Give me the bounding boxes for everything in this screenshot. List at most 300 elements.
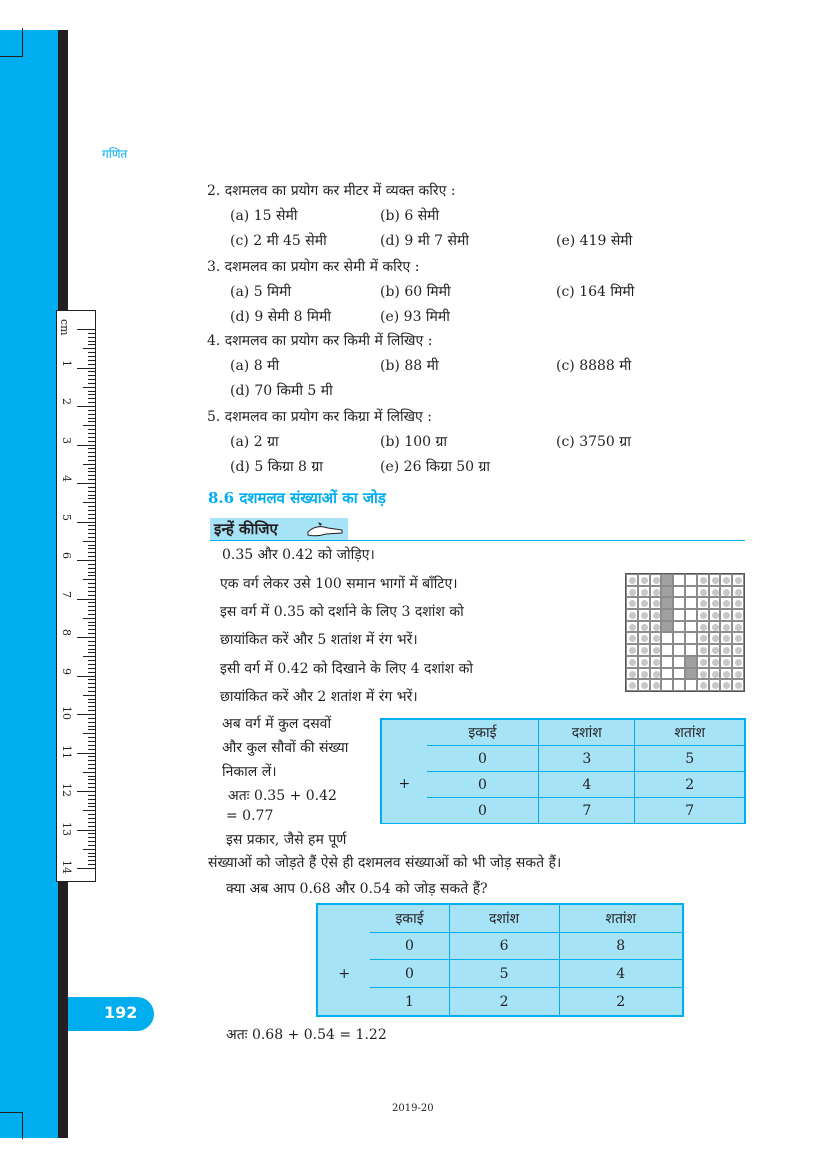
grid-cell [626,586,638,598]
grid-cell [673,656,685,668]
header-blank [382,720,427,746]
table-cell: 3 [539,746,635,772]
grid-cell [673,668,685,680]
ruler-tick [77,329,95,330]
grid-cell [626,644,638,656]
ruler-tick [88,764,95,765]
ruler-tick [88,633,95,634]
grid-cell [709,574,721,586]
running-head: गणित [102,147,128,161]
grid-cell [697,644,709,656]
ruler-tick [88,776,95,777]
ruler-tick [88,433,95,434]
ruler-tick [83,502,95,503]
grid-cell [709,586,721,598]
ruler-tick [88,572,95,573]
ruler-number: 7 [60,590,73,598]
ruler-tick [88,487,95,488]
table-cell: 2 [635,772,744,798]
ruler-tick [83,733,95,734]
place-value-table-2 [316,903,684,1017]
activity-line: इस वर्ग में 0.35 को दर्शाने के लिए 3 दशांश को [220,604,464,620]
table-cell: 4 [559,960,682,988]
grid-cell [638,656,650,668]
grid-cell [709,632,721,644]
ruler-number: 14 [60,860,73,874]
ruler-tick [88,845,95,846]
grid-cell [720,621,732,633]
grid-cell [638,586,650,598]
ruler-number: 1 [60,359,73,367]
grid-cell [650,668,662,680]
grid-cell [697,679,709,691]
ruler-tick [77,406,95,407]
ruler-tick [88,664,95,665]
ruler-tick [88,691,95,692]
ruler-tick [77,522,95,523]
ruler-tick [88,414,95,415]
ruler-tick [77,368,95,369]
ruler-tick [88,360,95,361]
ruler-number: 5 [60,513,73,521]
side-line: = 0.77 [226,808,274,824]
ruler-tick [83,541,95,542]
ruler-tick [88,398,95,399]
ruler-tick [83,772,95,773]
ruler-tick [88,606,95,607]
ruler-tick [88,660,95,661]
ruler-number: 9 [60,667,73,675]
ruler-tick [77,676,95,677]
grid-cell [638,609,650,621]
grid-cell [626,574,638,586]
grid-cell [732,632,744,644]
grid-cell [685,586,697,598]
exercise-option: (d) 9 सेमी 8 मिमी [230,309,331,325]
grid-cell [661,632,673,644]
grid-cell [709,621,721,633]
grid-cell [697,574,709,586]
ruler-tick [83,464,95,465]
ruler-tick [83,579,95,580]
ruler-tick [88,529,95,530]
grid-cell [638,574,650,586]
ruler-tick [88,514,95,515]
table-cell: 1 [370,988,449,1015]
grid-cell [709,609,721,621]
grid-cell [685,668,697,680]
ruler-tick [88,729,95,730]
grid-cell [720,644,732,656]
ruler-tick [88,718,95,719]
grid-cell [720,586,732,598]
place-value-table-1 [380,718,746,824]
table-cell: 0 [427,772,539,798]
column-header: इकाई [370,905,449,932]
ruler-tick [88,833,95,834]
grid-cell [685,574,697,586]
ruler-tick [83,695,95,696]
crop-mark-bottom [0,1112,23,1139]
ruler-tick [88,441,95,442]
table-cell: 5 [635,746,744,772]
grid-cell [720,679,732,691]
ruler-number: 10 [60,706,73,720]
ruler-tick [88,787,95,788]
grid-cell [638,644,650,656]
hundred-square-model [625,573,745,692]
footer-year: 2019-20 [392,1103,434,1114]
section-title: 8.6 दशमलव संख्याओं का जोड़ [208,489,386,507]
ruler-tick [88,641,95,642]
column-header: दशांश [449,905,559,932]
do-this-label: इन्हें कीजिए [214,520,278,538]
grid-cell [732,656,744,668]
ruler-tick [88,629,95,630]
grid-cell [732,621,744,633]
grid-cell [697,609,709,621]
grid-cell [709,644,721,656]
ruler-tick [88,822,95,823]
ruler-tick [88,495,95,496]
grid-cell [709,668,721,680]
grid-cell [650,586,662,598]
continue-line: संख्याओं को जोड़ते हैं ऐसे ही दशमलव संख्याओं को भी जोड़ सकते हैं। [208,855,562,871]
crop-mark-top [0,28,23,57]
exercise-question: 2. दशमलव का प्रयोग कर मीटर में व्यक्त करिए : [207,183,456,199]
ruler-tick [88,556,95,557]
ruler-tick [88,391,95,392]
ruler-tick [88,552,95,553]
table-cell: 8 [559,932,682,960]
ruler-tick [88,341,95,342]
ruler-tick [88,841,95,842]
grid-cell [638,597,650,609]
grid-cell [650,632,662,644]
grid-cell [697,621,709,633]
grid-cell [732,574,744,586]
ruler-tick [88,491,95,492]
column-header: दशांश [539,720,635,746]
column-header: इकाई [427,720,539,746]
ruler-tick [88,645,95,646]
grid-cell [626,632,638,644]
grid-cell [661,586,673,598]
ruler-tick [83,810,95,811]
grid-cell [732,597,744,609]
grid-cell [685,632,697,644]
ruler-tick [83,425,95,426]
grid-cell [626,597,638,609]
grid-cell [626,609,638,621]
ruler-tick [88,537,95,538]
exercise-option: (c) 3750 ग्रा [556,434,631,450]
ruler-number: 8 [60,629,73,636]
do-this-banner [210,518,348,540]
ruler-tick [88,429,95,430]
ruler-tick [88,352,95,353]
ruler [56,310,96,882]
grid-cell [709,656,721,668]
ruler-tick [88,471,95,472]
ruler-tick [88,702,95,703]
ruler-tick [83,348,95,349]
grid-cell [720,597,732,609]
ruler-tick [88,533,95,534]
ruler-tick [88,337,95,338]
ruler-unit: cm [58,319,71,336]
grid-cell [685,679,697,691]
ruler-tick [88,344,95,345]
pointing-hand-icon [306,520,346,538]
ruler-tick [88,479,95,480]
ruler-tick [88,564,95,565]
exercise-option: (d) 70 किमी 5 मी [230,383,333,399]
ruler-tick [88,672,95,673]
grid-cell [673,597,685,609]
grid-cell [626,656,638,668]
grid-cell [697,586,709,598]
table-cell: 5 [449,960,559,988]
grid-cell [685,597,697,609]
grid-cell [650,644,662,656]
ruler-tick [88,679,95,680]
grid-cell [650,679,662,691]
ruler-tick [88,364,95,365]
place-value-grid [318,905,682,1015]
ruler-tick [88,525,95,526]
ruler-number: 13 [60,821,73,836]
ruler-number: 2 [60,398,73,405]
blue-margin-bar [0,30,58,1138]
ruler-tick [88,837,95,838]
ruler-tick [88,726,95,727]
exercise-option: (b) 6 सेमी [380,208,440,224]
ruler-tick [88,614,95,615]
grid-cell [638,679,650,691]
ruler-tick [88,622,95,623]
exercise-option: (b) 60 मिमी [380,284,451,300]
ruler-tick [88,548,95,549]
exercise-question: 4. दशमलव का प्रयोग कर किमी में लिखिए : [207,333,433,349]
grid-cell [650,574,662,586]
ruler-tick [88,760,95,761]
ruler-tick [88,706,95,707]
ruler-tick [88,371,95,372]
ruler-tick [88,506,95,507]
ruler-tick [77,753,95,754]
ruler-tick [88,468,95,469]
exercise-option: (a) 15 सेमी [230,208,298,224]
exercise-option: (e) 93 मिमी [380,309,450,325]
table-cell: 4 [539,772,635,798]
grid-cell [626,621,638,633]
grid-cell [661,574,673,586]
ruler-tick [88,768,95,769]
ruler-tick [77,791,95,792]
grid-cell [697,668,709,680]
grid-cell [638,668,650,680]
ruler-tick [77,483,95,484]
side-line: अब वर्ग में कुल दसवों [222,716,332,732]
grid-cell [661,644,673,656]
exercise-option: (d) 9 मी 7 सेमी [380,233,469,249]
side-line: इस प्रकार, जैसे हम पूर्ण [226,832,347,848]
grid-cell [720,609,732,621]
ruler-tick [88,379,95,380]
ruler-tick [88,583,95,584]
ruler-tick [88,437,95,438]
ruler-tick [88,587,95,588]
ruler-tick [77,445,95,446]
grid-cell [673,621,685,633]
ruler-tick [88,710,95,711]
grid-cell [673,609,685,621]
grid-cell [720,668,732,680]
grid-cell [673,679,685,691]
page-number: 192 [104,1003,138,1022]
grid-cell [720,632,732,644]
side-line: निकाल लें। [222,764,277,780]
activity-line: छायांकित करें और 2 शतांश में रंग भरें। [220,689,418,705]
ruler-tick [88,475,95,476]
exercise-option: (c) 164 मिमी [556,284,635,300]
exercise-option: (b) 88 मी [380,358,439,374]
grid-cell [685,644,697,656]
grid-cell [709,679,721,691]
ruler-tick [83,387,95,388]
ruler-tick [88,394,95,395]
result-line: अतः 0.68 + 0.54 = 1.22 [226,1027,387,1043]
grid-cell [650,597,662,609]
side-line: अतः 0.35 + 0.42 [228,788,337,804]
grid-cell [732,644,744,656]
grid-cell [685,609,697,621]
ruler-tick [88,814,95,815]
exercise-question: 5. दशमलव का प्रयोग कर किग्रा में लिखिए : [207,409,432,425]
grid-cell [732,668,744,680]
ruler-tick [88,383,95,384]
ruler-tick [77,714,95,715]
grid-cell [661,597,673,609]
plus-sign: + [338,965,351,982]
ruler-tick [88,652,95,653]
ruler-tick [88,602,95,603]
ruler-tick [88,806,95,807]
ruler-tick [88,818,95,819]
ruler-tick [88,333,95,334]
place-value-grid [382,720,744,823]
ruler-tick [77,599,95,600]
activity-line: इसी वर्ग में 0.42 को दिखाने के लिए 4 दशांश को [220,661,473,677]
grid-cell [661,609,673,621]
activity-line: 0.35 और 0.42 को जोड़िए। [222,547,375,563]
exercise-option: (a) 5 मिमी [230,284,292,300]
ruler-tick [88,795,95,796]
table-cell: 7 [685,802,695,819]
ruler-tick [77,560,95,561]
table-cell: 2 [616,993,626,1010]
ruler-tick [88,595,95,596]
grid-cell [661,679,673,691]
header-blank [318,905,370,932]
table-cell: 0 [370,960,449,988]
ruler-tick [88,456,95,457]
ruler-tick [88,545,95,546]
grid-cell [732,609,744,621]
ruler-tick [88,741,95,742]
grid-cell [720,574,732,586]
ruler-tick [88,568,95,569]
ruler-tick [88,856,95,857]
ruler-tick [77,868,95,869]
grid-cell [732,586,744,598]
exercise-option: (e) 419 सेमी [556,233,633,249]
ruler-tick [88,860,95,861]
plus-sign: + [398,776,411,793]
ruler-tick [88,826,95,827]
grid-cell [685,621,697,633]
ruler-tick [88,418,95,419]
ruler-tick [88,498,95,499]
ruler-tick [88,510,95,511]
ruler-tick [88,518,95,519]
ruler-tick [77,830,95,831]
grid-cell [709,597,721,609]
ruler-tick [88,402,95,403]
grid-cell [626,679,638,691]
ruler-number: 3 [60,436,73,444]
grid-cell [661,621,673,633]
exercise-option: (c) 2 मी 45 सेमी [230,233,327,249]
ruler-number: 6 [60,552,73,559]
ruler-tick [83,849,95,850]
ruler-tick [83,618,95,619]
ruler-tick [88,745,95,746]
table-cell: 0 [427,746,539,772]
grid-cell [650,609,662,621]
column-header: शतांश [635,720,744,746]
grid-cell [673,586,685,598]
ruler-tick [88,699,95,700]
ruler-tick [88,756,95,757]
exercise-option: (d) 5 किग्रा 8 ग्रा [230,459,323,475]
exercise-option: (e) 26 किग्रा 50 ग्रा [380,459,491,475]
banner-rule [210,540,745,541]
table-cell: 0 [427,798,539,824]
exercise-option: (c) 8888 मी [556,358,632,374]
column-header: शतांश [559,905,682,932]
ruler-tick [88,799,95,800]
grid-cell [697,656,709,668]
exercise-option: (a) 2 ग्रा [230,434,279,450]
ruler-tick [88,410,95,411]
ruler-tick [83,656,95,657]
ruler-tick [88,668,95,669]
ruler-number: 4 [60,475,73,482]
ruler-tick [88,722,95,723]
grid-cell [697,597,709,609]
ruler-tick [88,448,95,449]
page-number-tab [68,997,154,1031]
side-line: और कुल सौवों की संख्या [222,740,349,756]
question-line: क्या अब आप 0.68 और 0.54 को जोड़ सकते हैं? [226,881,488,897]
table-cell: 6 [449,932,559,960]
ruler-tick [88,625,95,626]
ruler-number: 12 [60,783,73,797]
ruler-tick [88,737,95,738]
grid-cell [673,644,685,656]
